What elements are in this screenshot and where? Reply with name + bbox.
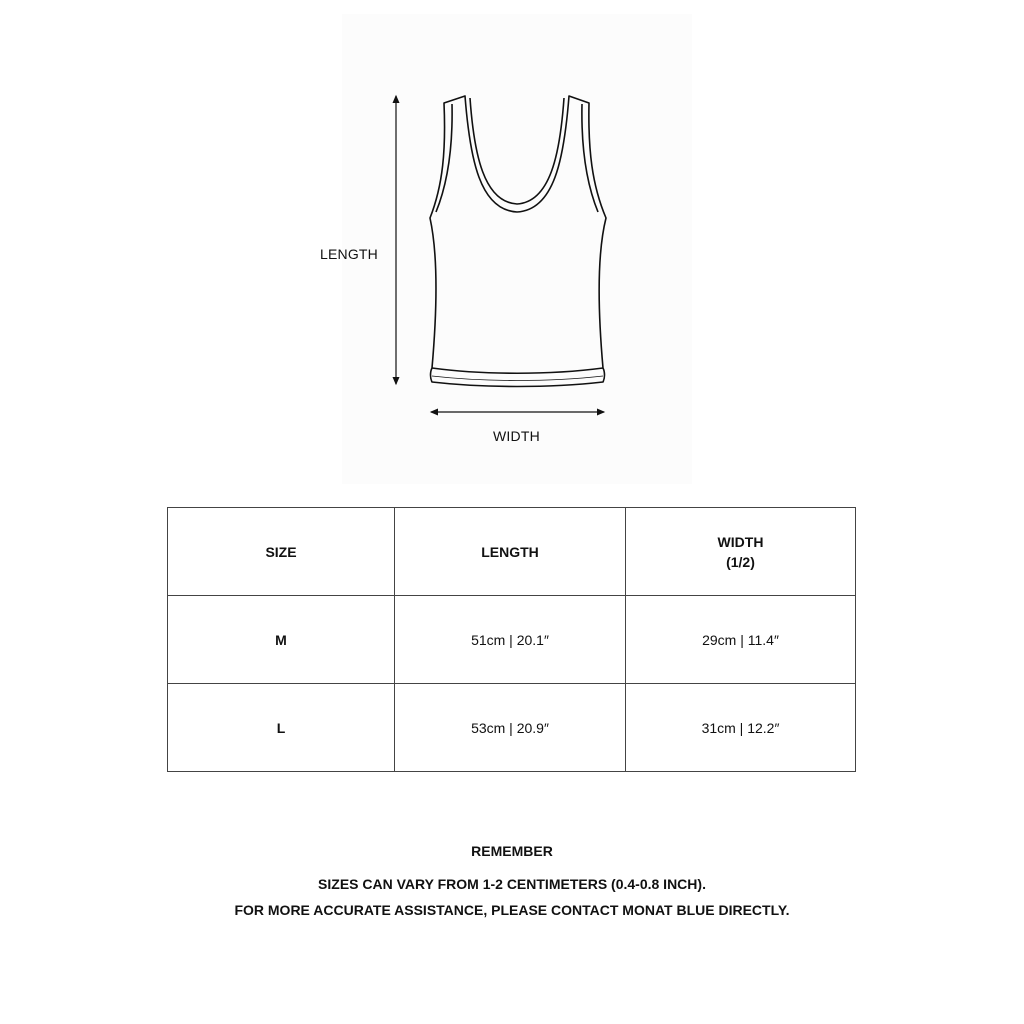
length-label: LENGTH bbox=[320, 246, 378, 262]
header-width bbox=[626, 508, 856, 596]
garment-diagram bbox=[0, 0, 1024, 490]
table-row bbox=[168, 684, 856, 772]
header-length: LENGTH bbox=[395, 508, 626, 596]
notes-line-2: FOR MORE ACCURATE ASSISTANCE, PLEASE CONTACT MONAT BLUE DIRECTLY. bbox=[234, 902, 790, 918]
size-chart-table bbox=[167, 507, 856, 772]
header-width-note: (1/2) bbox=[726, 553, 755, 570]
width-value: 29cm | 11.4″ bbox=[626, 596, 856, 684]
table-header-row bbox=[168, 508, 856, 596]
width-value: 31cm | 12.2″ bbox=[626, 684, 856, 772]
length-value: 53cm | 20.9″ bbox=[395, 684, 626, 772]
size-value: L bbox=[168, 684, 395, 772]
tank-top-illustration bbox=[0, 0, 1024, 490]
header-width-label: WIDTH bbox=[717, 533, 764, 550]
notes-title: REMEMBER bbox=[471, 843, 553, 859]
tank-top-outline bbox=[430, 96, 606, 387]
width-label: WIDTH bbox=[493, 428, 540, 444]
notes-line-1: SIZES CAN VARY FROM 1-2 CENTIMETERS (0.4-0.8 INCH). bbox=[318, 876, 706, 892]
header-size: SIZE bbox=[168, 508, 395, 596]
length-value: 51cm | 20.1″ bbox=[395, 596, 626, 684]
size-value: M bbox=[168, 596, 395, 684]
table-row bbox=[168, 596, 856, 684]
